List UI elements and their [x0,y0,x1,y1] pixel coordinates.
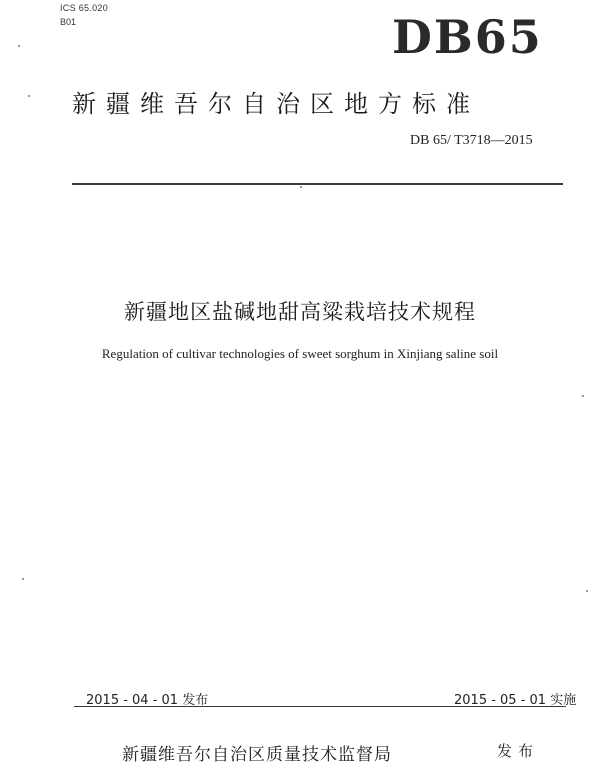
header-divider [72,183,563,185]
organization-title: 新疆维吾尔自治区地方标准 [72,90,480,118]
document-title-english: Regulation of cultivar technologies of sweet sorghum in Xinjiang saline soil [101,346,499,361]
issue-label: 发布 [497,742,540,760]
document-title-chinese: 新疆地区盐碱地甜高粱栽培技术规程 [124,300,476,324]
scan-speck [22,578,24,580]
db65-logo: DB65 [392,10,543,64]
scan-speck [18,45,20,47]
scan-speck [586,590,588,592]
issue-date: 2015 - 04 - 01 发布 [86,693,209,708]
footer-divider [74,706,566,707]
issuing-authority: 新疆维吾尔自治区质量技术监督局 [122,745,392,765]
ics-code: ICS 65.020 [60,3,109,13]
scan-speck [300,186,302,188]
scan-speck [28,95,30,97]
standard-number: DB 65/ T3718—2015 [410,133,533,148]
scan-speck [582,395,584,397]
ccs-code: B01 [60,17,77,27]
implementation-date: 2015 - 05 - 01 实施 [454,693,577,708]
